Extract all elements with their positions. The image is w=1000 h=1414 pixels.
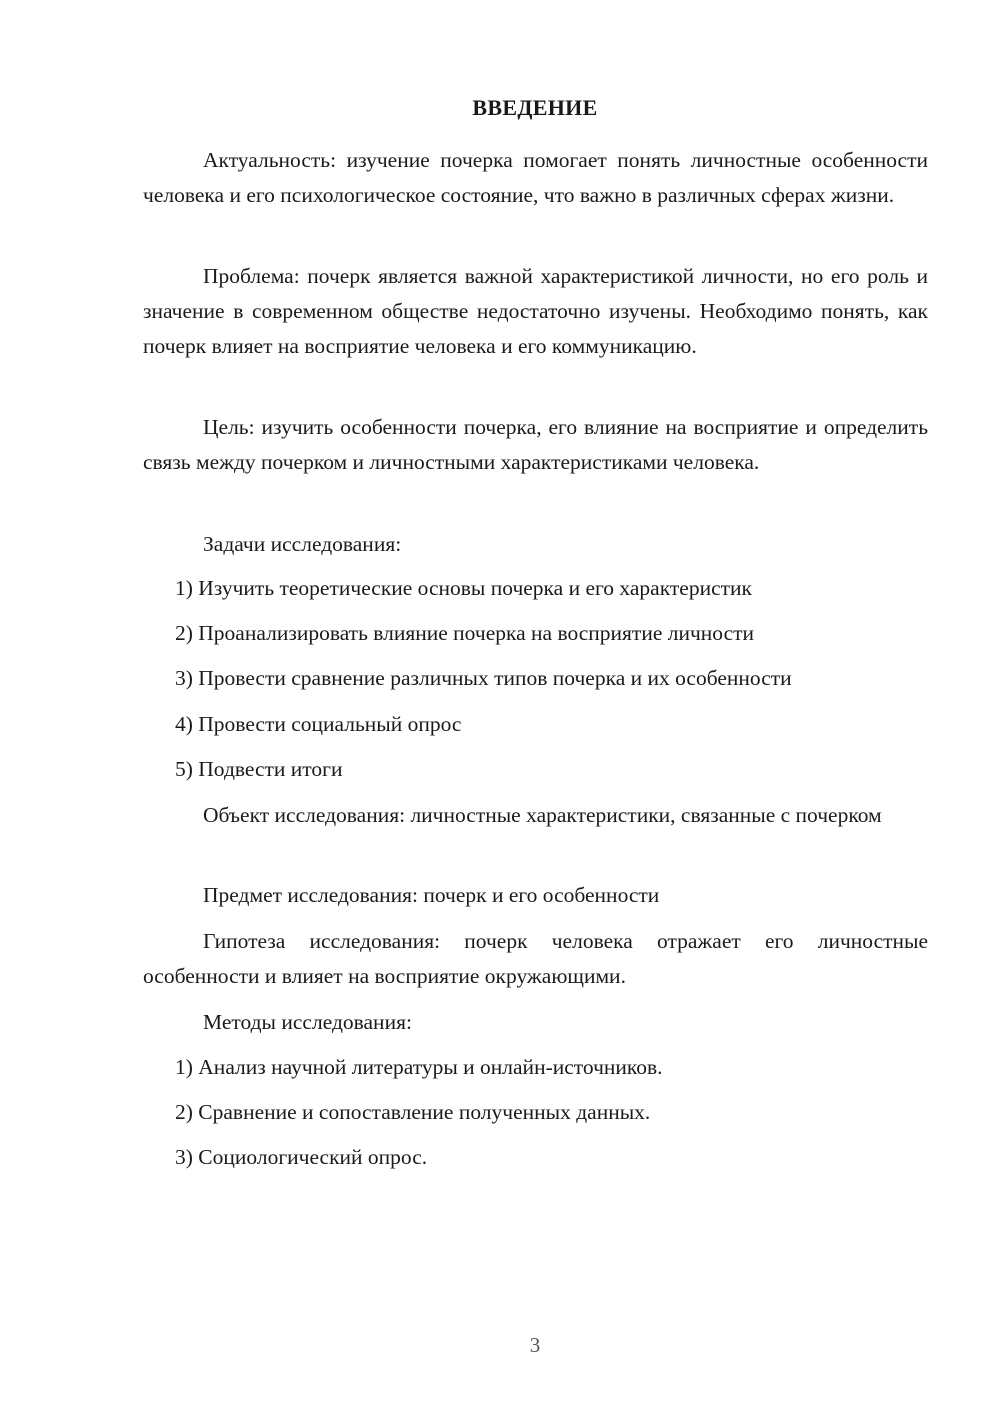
task-item-2: 2) Проанализировать влияние почерка на восприятие личности: [175, 621, 755, 645]
list-item: [143, 707, 928, 742]
object-text: Объект исследования: личностные характеристики, связанные с почерком: [203, 803, 882, 827]
subject-paragraph: [143, 878, 928, 913]
task-item-4: 4) Провести социальный опрос: [175, 712, 462, 736]
problem-paragraph: [143, 259, 928, 364]
hypothesis-text: Гипотеза исследования: почерк человека отражает его личностные особенности и влияет на восприятие окружающими.: [143, 929, 928, 988]
list-item: [143, 1140, 928, 1175]
list-item: [143, 1095, 928, 1130]
methods-heading-text: Методы исследования:: [203, 1010, 412, 1034]
page-title: ВВЕДЕНИЕ: [472, 95, 598, 120]
task-item-3: 3) Провести сравнение различных типов почерка и их особенности: [175, 666, 792, 690]
relevance-text: Актуальность: изучение почерка помогает понять личностные особенности человека и его психологическое состояние, что важно в различных сферах жизни.: [143, 148, 928, 207]
relevance-paragraph: [143, 143, 928, 213]
tasks-heading: [143, 527, 928, 562]
hypothesis-paragraph: [143, 924, 928, 994]
tasks-heading-text: Задачи исследования:: [203, 532, 402, 556]
method-item-2: 2) Сравнение и сопоставление полученных данных.: [175, 1100, 651, 1124]
method-item-1: 1) Анализ научной литературы и онлайн-источников.: [175, 1055, 663, 1079]
problem-text: Проблема: почерк является важной характеристикой личности, но его роль и значение в современном обществе недостаточно изучены. Необходимо понять, как почерк влияет на восприятие человека и его коммуникацию.: [143, 264, 928, 358]
list-item: [143, 1050, 928, 1085]
goal-paragraph: [143, 410, 928, 480]
list-item: [143, 571, 928, 606]
subject-text: Предмет исследования: почерк и его особенности: [203, 883, 660, 907]
task-item-1: 1) Изучить теоретические основы почерка и его характеристик: [175, 576, 752, 600]
goal-text: Цель: изучить особенности почерка, его влияние на восприятие и определить связь между почерком и личностными характеристиками человека.: [143, 415, 928, 474]
page-number: 3: [529, 1333, 541, 1357]
methods-heading: [143, 1005, 928, 1040]
list-item: [143, 661, 928, 696]
list-item: [143, 616, 928, 651]
list-item: [143, 752, 928, 787]
object-paragraph: [143, 798, 928, 833]
method-item-3: 3) Социологический опрос.: [175, 1145, 428, 1169]
task-item-5: 5) Подвести итоги: [175, 757, 343, 781]
